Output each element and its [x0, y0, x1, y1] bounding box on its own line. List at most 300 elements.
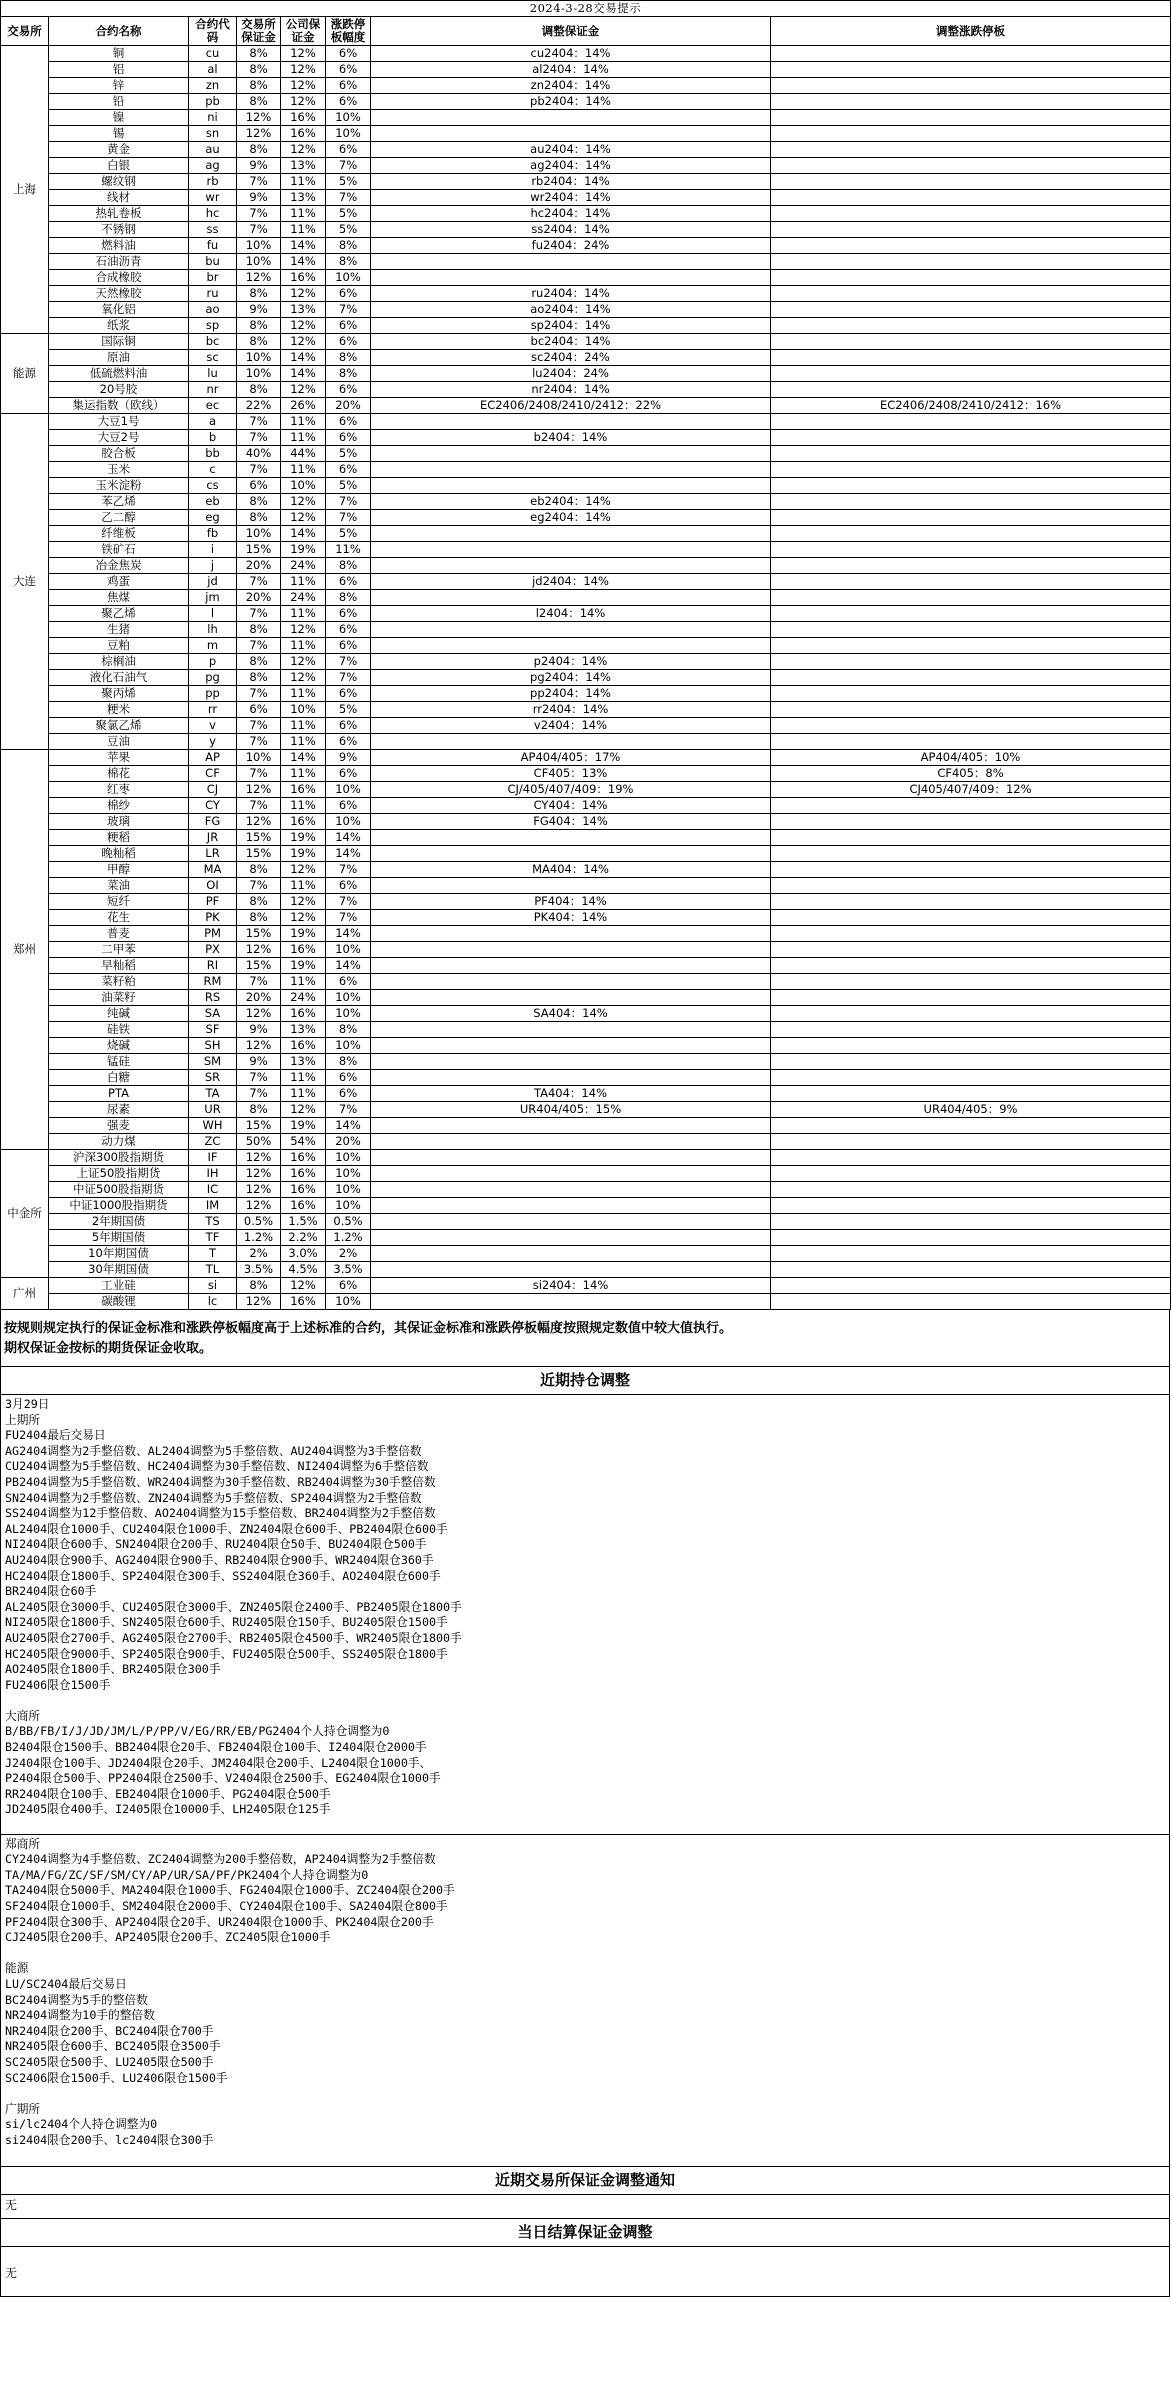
- contract-name: 低硫燃料油: [49, 366, 189, 382]
- table-row: [1, 766, 1171, 782]
- contract-code: si: [189, 1278, 237, 1294]
- broker-margin: 11%: [281, 798, 326, 814]
- adjusted-margin: eb2404：14%: [371, 494, 771, 510]
- price-limit: 7%: [326, 654, 371, 670]
- contract-code: bu: [189, 254, 237, 270]
- adjusted-margin: [371, 1198, 771, 1214]
- table-row: [1, 254, 1171, 270]
- exchange-margin: 12%: [237, 270, 281, 286]
- adjusted-limit: [771, 382, 1171, 398]
- adjusted-margin: [371, 1022, 771, 1038]
- exchange-margin: 20%: [237, 990, 281, 1006]
- table-row: [1, 206, 1171, 222]
- position-line: si/lc2404个人持仓调整为0: [5, 2117, 158, 2132]
- exchange-margin: 7%: [237, 206, 281, 222]
- price-limit: 5%: [326, 702, 371, 718]
- contract-code: nr: [189, 382, 237, 398]
- contract-name: 30年期国债: [49, 1262, 189, 1278]
- position-line: AL2405限仓3000手、CU2405限仓3000手、ZN2405限仓2400手、PB2405限仓1800手: [5, 1599, 462, 1614]
- adjusted-limit: [771, 1294, 1171, 1310]
- broker-margin: 19%: [281, 846, 326, 862]
- table-row: [1, 846, 1171, 862]
- table-row: [1, 798, 1171, 814]
- adjusted-limit: [771, 974, 1171, 990]
- adjusted-margin: p2404：14%: [371, 654, 771, 670]
- broker-margin: 12%: [281, 78, 326, 94]
- table-row: [1, 878, 1171, 894]
- table-row: [1, 670, 1171, 686]
- broker-margin: 12%: [281, 46, 326, 62]
- position-line: AO2405限仓1800手、BR2405限仓300手: [5, 1662, 221, 1677]
- price-limit: 14%: [326, 830, 371, 846]
- exchange-margin: 7%: [237, 574, 281, 590]
- price-limit: 7%: [326, 894, 371, 910]
- adjusted-limit: [771, 1166, 1171, 1182]
- exchange-margin: 12%: [237, 782, 281, 798]
- broker-margin: 10%: [281, 702, 326, 718]
- broker-margin: 16%: [281, 814, 326, 830]
- price-limit: 14%: [326, 1118, 371, 1134]
- adjusted-limit: [771, 1022, 1171, 1038]
- contract-code: ao: [189, 302, 237, 318]
- adjusted-limit: [771, 414, 1171, 430]
- adjusted-limit: [771, 1262, 1171, 1278]
- note-line: 期权保证金按标的期货保证金收取。: [4, 1341, 213, 1356]
- contract-code: PF: [189, 894, 237, 910]
- table-row: [1, 862, 1171, 878]
- table-row: [1, 782, 1171, 798]
- price-limit: 14%: [326, 926, 371, 942]
- broker-margin: 16%: [281, 782, 326, 798]
- adjusted-margin: pb2404：14%: [371, 94, 771, 110]
- adjusted-limit: [771, 526, 1171, 542]
- contract-name: 合成橡胶: [49, 270, 189, 286]
- broker-margin: 24%: [281, 558, 326, 574]
- position-line: HC2404限仓1800手、SP2404限仓300手、SS2404限仓360手、AO2404限仓600手: [5, 1568, 441, 1583]
- broker-margin: 4.5%: [281, 1262, 326, 1278]
- price-limit: 10%: [326, 1038, 371, 1054]
- contract-name: 玉米: [49, 462, 189, 478]
- contract-name: 菜籽粕: [49, 974, 189, 990]
- adjusted-limit: [771, 622, 1171, 638]
- price-limit: 8%: [326, 558, 371, 574]
- adjusted-limit: [771, 990, 1171, 1006]
- table-row: [1, 174, 1171, 190]
- broker-margin: 14%: [281, 254, 326, 270]
- contract-code: cs: [189, 478, 237, 494]
- position-line: AU2404限仓900手、AG2404限仓900手、RB2404限仓900手、WR2404限仓360手: [5, 1552, 434, 1567]
- contract-name: 甲醇: [49, 862, 189, 878]
- adjusted-limit: [771, 270, 1171, 286]
- contract-code: PK: [189, 910, 237, 926]
- contract-code: pp: [189, 686, 237, 702]
- adjusted-margin: au2404：14%: [371, 142, 771, 158]
- position-line: AL2404限仓1000手、CU2404限仓1000手、ZN2404限仓600手、PB2404限仓600手: [5, 1521, 448, 1536]
- exchange-margin: 9%: [237, 302, 281, 318]
- adjusted-margin: [371, 270, 771, 286]
- adjusted-margin: [371, 958, 771, 974]
- adjusted-limit: [771, 638, 1171, 654]
- exchange-margin: 12%: [237, 942, 281, 958]
- adjusted-limit: [771, 702, 1171, 718]
- adjusted-margin: [371, 830, 771, 846]
- contract-name: 焦煤: [49, 590, 189, 606]
- price-limit: 7%: [326, 862, 371, 878]
- exchange-margin: 7%: [237, 430, 281, 446]
- contract-code: c: [189, 462, 237, 478]
- table-row: [1, 350, 1171, 366]
- adjusted-limit: [771, 430, 1171, 446]
- adjusted-limit: [771, 510, 1171, 526]
- header-adj-margin: 调整保证金: [371, 17, 771, 46]
- contract-name: 20号胶: [49, 382, 189, 398]
- price-limit: 7%: [326, 302, 371, 318]
- price-limit: 0.5%: [326, 1214, 371, 1230]
- contract-code: SF: [189, 1022, 237, 1038]
- adjusted-limit: [771, 110, 1171, 126]
- contract-name: 国际铜: [49, 334, 189, 350]
- table-row: [1, 1262, 1171, 1278]
- exchange-margin: 8%: [237, 286, 281, 302]
- contract-name: 纤维板: [49, 526, 189, 542]
- adjusted-limit: [771, 798, 1171, 814]
- exchange-notice-text: 无: [1, 2194, 1169, 2218]
- contract-code: ag: [189, 158, 237, 174]
- contract-name: 玉米淀粉: [49, 478, 189, 494]
- contract-name: 热轧卷板: [49, 206, 189, 222]
- adjusted-limit: [771, 46, 1171, 62]
- position-line: NI2404限仓600手、SN2404限仓200手、RU2404限仓50手、BU2404限仓500手: [5, 1537, 427, 1552]
- contract-name: 铁矿石: [49, 542, 189, 558]
- contract-name: 强麦: [49, 1118, 189, 1134]
- adjusted-margin: [371, 462, 771, 478]
- position-group: [5, 1961, 1165, 2086]
- table-row: [1, 606, 1171, 622]
- table-row: [1, 734, 1171, 750]
- adjusted-limit: [771, 158, 1171, 174]
- price-limit: 8%: [326, 1022, 371, 1038]
- exchange-notice-title: 近期交易所保证金调整通知: [1, 2166, 1169, 2194]
- price-limit: 6%: [326, 462, 371, 478]
- table-row: [1, 942, 1171, 958]
- contract-name: 中证1000股指期货: [49, 1198, 189, 1214]
- table-row: [1, 238, 1171, 254]
- adjusted-limit: [771, 542, 1171, 558]
- broker-margin: 16%: [281, 270, 326, 286]
- position-line: BR2404限仓60手: [5, 1584, 97, 1599]
- adjusted-limit: [771, 942, 1171, 958]
- broker-margin: 11%: [281, 414, 326, 430]
- adjusted-limit: [771, 286, 1171, 302]
- adjusted-margin: CJ/405/407/409：19%: [371, 782, 771, 798]
- broker-margin: 54%: [281, 1134, 326, 1150]
- adjusted-limit: [771, 462, 1171, 478]
- adjusted-margin: cu2404：14%: [371, 46, 771, 62]
- broker-margin: 19%: [281, 830, 326, 846]
- adjusted-margin: [371, 990, 771, 1006]
- exchange-margin: 7%: [237, 462, 281, 478]
- exchange-margin: 7%: [237, 686, 281, 702]
- price-limit: 9%: [326, 750, 371, 766]
- adjusted-margin: [371, 126, 771, 142]
- price-limit: 6%: [326, 94, 371, 110]
- contract-code: rr: [189, 702, 237, 718]
- price-limit: 8%: [326, 1054, 371, 1070]
- contract-code: CF: [189, 766, 237, 782]
- adjusted-margin: [371, 446, 771, 462]
- broker-margin: 16%: [281, 126, 326, 142]
- broker-margin: 13%: [281, 1054, 326, 1070]
- contract-code: bb: [189, 446, 237, 462]
- contract-name: 5年期国债: [49, 1230, 189, 1246]
- price-limit: 5%: [326, 478, 371, 494]
- broker-margin: 16%: [281, 1038, 326, 1054]
- exchange-margin: 3.5%: [237, 1262, 281, 1278]
- adjusted-margin: [371, 638, 771, 654]
- price-limit: 10%: [326, 1166, 371, 1182]
- adjusted-margin: [371, 1246, 771, 1262]
- contract-code: TS: [189, 1214, 237, 1230]
- adjusted-limit: [771, 926, 1171, 942]
- contract-code: TF: [189, 1230, 237, 1246]
- adjusted-limit: [771, 334, 1171, 350]
- adjusted-limit: [771, 190, 1171, 206]
- table-row: [1, 1198, 1171, 1214]
- adjusted-margin: b2404：14%: [371, 430, 771, 446]
- adjusted-margin: ag2404：14%: [371, 158, 771, 174]
- exchange-margin: 10%: [237, 750, 281, 766]
- broker-margin: 12%: [281, 1278, 326, 1294]
- adjusted-margin: pp2404：14%: [371, 686, 771, 702]
- contract-name: 螺纹钢: [49, 174, 189, 190]
- contract-code: CJ: [189, 782, 237, 798]
- contract-code: j: [189, 558, 237, 574]
- contract-code: T: [189, 1246, 237, 1262]
- price-limit: 14%: [326, 958, 371, 974]
- adjusted-limit: [771, 238, 1171, 254]
- contract-name: 氧化铝: [49, 302, 189, 318]
- broker-margin: 12%: [281, 62, 326, 78]
- adjusted-margin: rr2404：14%: [371, 702, 771, 718]
- table-row: [1, 446, 1171, 462]
- position-line: AG2404调整为2手整倍数、AL2404调整为5手整倍数、AU2404调整为3手整倍数: [5, 1443, 422, 1458]
- adjusted-margin: [371, 1262, 771, 1278]
- exchange-margin: 7%: [237, 766, 281, 782]
- exchange-cell: 上海: [1, 46, 49, 334]
- table-row: [1, 702, 1171, 718]
- adjusted-limit: [771, 206, 1171, 222]
- adjusted-limit: [771, 958, 1171, 974]
- adjusted-margin: jd2404：14%: [371, 574, 771, 590]
- price-limit: 8%: [326, 590, 371, 606]
- table-row: [1, 526, 1171, 542]
- adjusted-limit: [771, 1150, 1171, 1166]
- adjusted-margin: FG404：14%: [371, 814, 771, 830]
- contract-name: 棉纱: [49, 798, 189, 814]
- contract-name: 动力煤: [49, 1134, 189, 1150]
- contract-code: jm: [189, 590, 237, 606]
- contract-name: 中证500股指期货: [49, 1182, 189, 1198]
- contract-name: 晚籼稻: [49, 846, 189, 862]
- position-line: CU2404调整为5手整倍数、HC2404调整为30手整倍数、NI2404调整为6手整倍数: [5, 1459, 429, 1474]
- adjusted-margin: [371, 1134, 771, 1150]
- contract-name: 胶合板: [49, 446, 189, 462]
- exchange-margin: 8%: [237, 62, 281, 78]
- margin-table-body: [1, 46, 1171, 1310]
- contract-code: LR: [189, 846, 237, 862]
- adjusted-limit: [771, 254, 1171, 270]
- price-limit: 6%: [326, 622, 371, 638]
- price-limit: 7%: [326, 494, 371, 510]
- contract-name: 原油: [49, 350, 189, 366]
- table-row: [1, 478, 1171, 494]
- contract-code: i: [189, 542, 237, 558]
- contract-name: 线材: [49, 190, 189, 206]
- table-row: [1, 1246, 1171, 1262]
- exchange-margin: 9%: [237, 158, 281, 174]
- adjusted-limit: [771, 606, 1171, 622]
- contract-code: v: [189, 718, 237, 734]
- adjusted-margin: [371, 942, 771, 958]
- broker-margin: 14%: [281, 750, 326, 766]
- price-limit: 7%: [326, 158, 371, 174]
- adjusted-limit: [771, 142, 1171, 158]
- contract-code: hc: [189, 206, 237, 222]
- contract-name: 粳稻: [49, 830, 189, 846]
- exchange-margin: 2%: [237, 1246, 281, 1262]
- contract-code: SA: [189, 1006, 237, 1022]
- adjusted-margin: [371, 1054, 771, 1070]
- contract-code: lc: [189, 1294, 237, 1310]
- contract-name: 上证50股指期货: [49, 1166, 189, 1182]
- contract-name: 纸浆: [49, 318, 189, 334]
- adjusted-limit: [771, 1006, 1171, 1022]
- broker-margin: 24%: [281, 990, 326, 1006]
- exchange-margin: 15%: [237, 830, 281, 846]
- price-limit: 1.2%: [326, 1230, 371, 1246]
- contract-name: 锰硅: [49, 1054, 189, 1070]
- broker-margin: 19%: [281, 1118, 326, 1134]
- table-row: [1, 542, 1171, 558]
- table-row: [1, 894, 1171, 910]
- broker-margin: 3.0%: [281, 1246, 326, 1262]
- contract-name: 黄金: [49, 142, 189, 158]
- price-limit: 6%: [326, 606, 371, 622]
- adjusted-margin: [371, 846, 771, 862]
- adjusted-margin: ss2404：14%: [371, 222, 771, 238]
- exchange-margin: 12%: [237, 1294, 281, 1310]
- adjusted-limit: [771, 1086, 1171, 1102]
- settlement-text: 无: [1, 2246, 1169, 2296]
- price-limit: 6%: [326, 46, 371, 62]
- contract-code: SH: [189, 1038, 237, 1054]
- adjusted-limit: [771, 1198, 1171, 1214]
- contract-name: 白银: [49, 158, 189, 174]
- contract-name: 早籼稻: [49, 958, 189, 974]
- adjusted-margin: [371, 974, 771, 990]
- adjusted-margin: [371, 414, 771, 430]
- price-limit: 10%: [326, 1182, 371, 1198]
- contract-name: 红枣: [49, 782, 189, 798]
- price-limit: 6%: [326, 334, 371, 350]
- price-limit: 8%: [326, 366, 371, 382]
- contract-code: jd: [189, 574, 237, 590]
- price-limit: 10%: [326, 782, 371, 798]
- broker-margin: 16%: [281, 1182, 326, 1198]
- contract-code: cu: [189, 46, 237, 62]
- position-line: NI2405限仓1800手、SN2405限仓600手、RU2405限仓150手、BU2405限仓1500手: [5, 1615, 448, 1630]
- adjusted-limit: [771, 830, 1171, 846]
- contract-code: IM: [189, 1198, 237, 1214]
- exchange-margin: 12%: [237, 1182, 281, 1198]
- position-line: BC2404调整为5手的整倍数: [5, 1992, 148, 2007]
- broker-margin: 11%: [281, 462, 326, 478]
- table-row: [1, 1214, 1171, 1230]
- broker-margin: 11%: [281, 1070, 326, 1086]
- adjusted-margin: [371, 590, 771, 606]
- adjusted-margin: [371, 622, 771, 638]
- adjusted-limit: [771, 1070, 1171, 1086]
- contract-name: 白糖: [49, 1070, 189, 1086]
- position-line: PB2404调整为5手整倍数、WR2404调整为30手整倍数、RB2404调整为30手整倍数: [5, 1474, 436, 1489]
- position-line: B2404限仓1500手、BB2404限仓20手、FB2404限仓100手、I2404限仓2000手: [5, 1740, 427, 1755]
- contract-name: 菜油: [49, 878, 189, 894]
- exchange-margin: 15%: [237, 958, 281, 974]
- adjusted-margin: [371, 1038, 771, 1054]
- position-line: AU2405限仓2700手、AG2405限仓2700手、RB2405限仓4500手、WR2405限仓1800手: [5, 1630, 462, 1645]
- position-line: SN2404调整为2手整倍数、ZN2404调整为5手整倍数、SP2404调整为2手整倍数: [5, 1490, 422, 1505]
- exchange-margin: 8%: [237, 1102, 281, 1118]
- broker-margin: 12%: [281, 654, 326, 670]
- exchange-margin: 7%: [237, 878, 281, 894]
- contract-name: 铅: [49, 94, 189, 110]
- contract-code: ni: [189, 110, 237, 126]
- broker-margin: 16%: [281, 1294, 326, 1310]
- contract-name: 玻璃: [49, 814, 189, 830]
- contract-code: lu: [189, 366, 237, 382]
- adjusted-limit: [771, 1054, 1171, 1070]
- contract-name: 尿素: [49, 1102, 189, 1118]
- exchange-margin: 8%: [237, 494, 281, 510]
- exchange-margin: 1.2%: [237, 1230, 281, 1246]
- contract-name: 2年期国债: [49, 1214, 189, 1230]
- price-limit: 10%: [326, 1294, 371, 1310]
- contract-name: 二甲苯: [49, 942, 189, 958]
- adjusted-margin: PF404：14%: [371, 894, 771, 910]
- contract-name: 聚氯乙烯: [49, 718, 189, 734]
- adjusted-limit: [771, 1230, 1171, 1246]
- position-line: P2404限仓500手、PP2404限仓2500手、V2404限仓2500手、EG2404限仓1000手: [5, 1771, 441, 1786]
- price-limit: 6%: [326, 1278, 371, 1294]
- price-limit: 6%: [326, 1070, 371, 1086]
- position-line: si2404限仓200手、lc2404限仓300手: [5, 2132, 214, 2147]
- price-limit: 11%: [326, 542, 371, 558]
- position-line: B/BB/FB/I/J/JD/JM/L/P/PP/V/EG/RR/EB/PG2404个人持仓调整为0: [5, 1724, 390, 1739]
- adjusted-limit: [771, 718, 1171, 734]
- table-row: [1, 430, 1171, 446]
- table-row: [1, 78, 1171, 94]
- position-line: CJ2405限仓200手、AP2405限仓200手、ZC2405限仓1000手: [5, 1930, 331, 1945]
- position-line: NR2404限仓200手、BC2404限仓700手: [5, 2023, 214, 2038]
- adjusted-limit: [771, 126, 1171, 142]
- contract-name: 燃料油: [49, 238, 189, 254]
- exchange-margin: 0.5%: [237, 1214, 281, 1230]
- exchange-margin: 15%: [237, 542, 281, 558]
- contract-code: zn: [189, 78, 237, 94]
- contract-code: l: [189, 606, 237, 622]
- position-group: [5, 1837, 1165, 1946]
- contract-code: br: [189, 270, 237, 286]
